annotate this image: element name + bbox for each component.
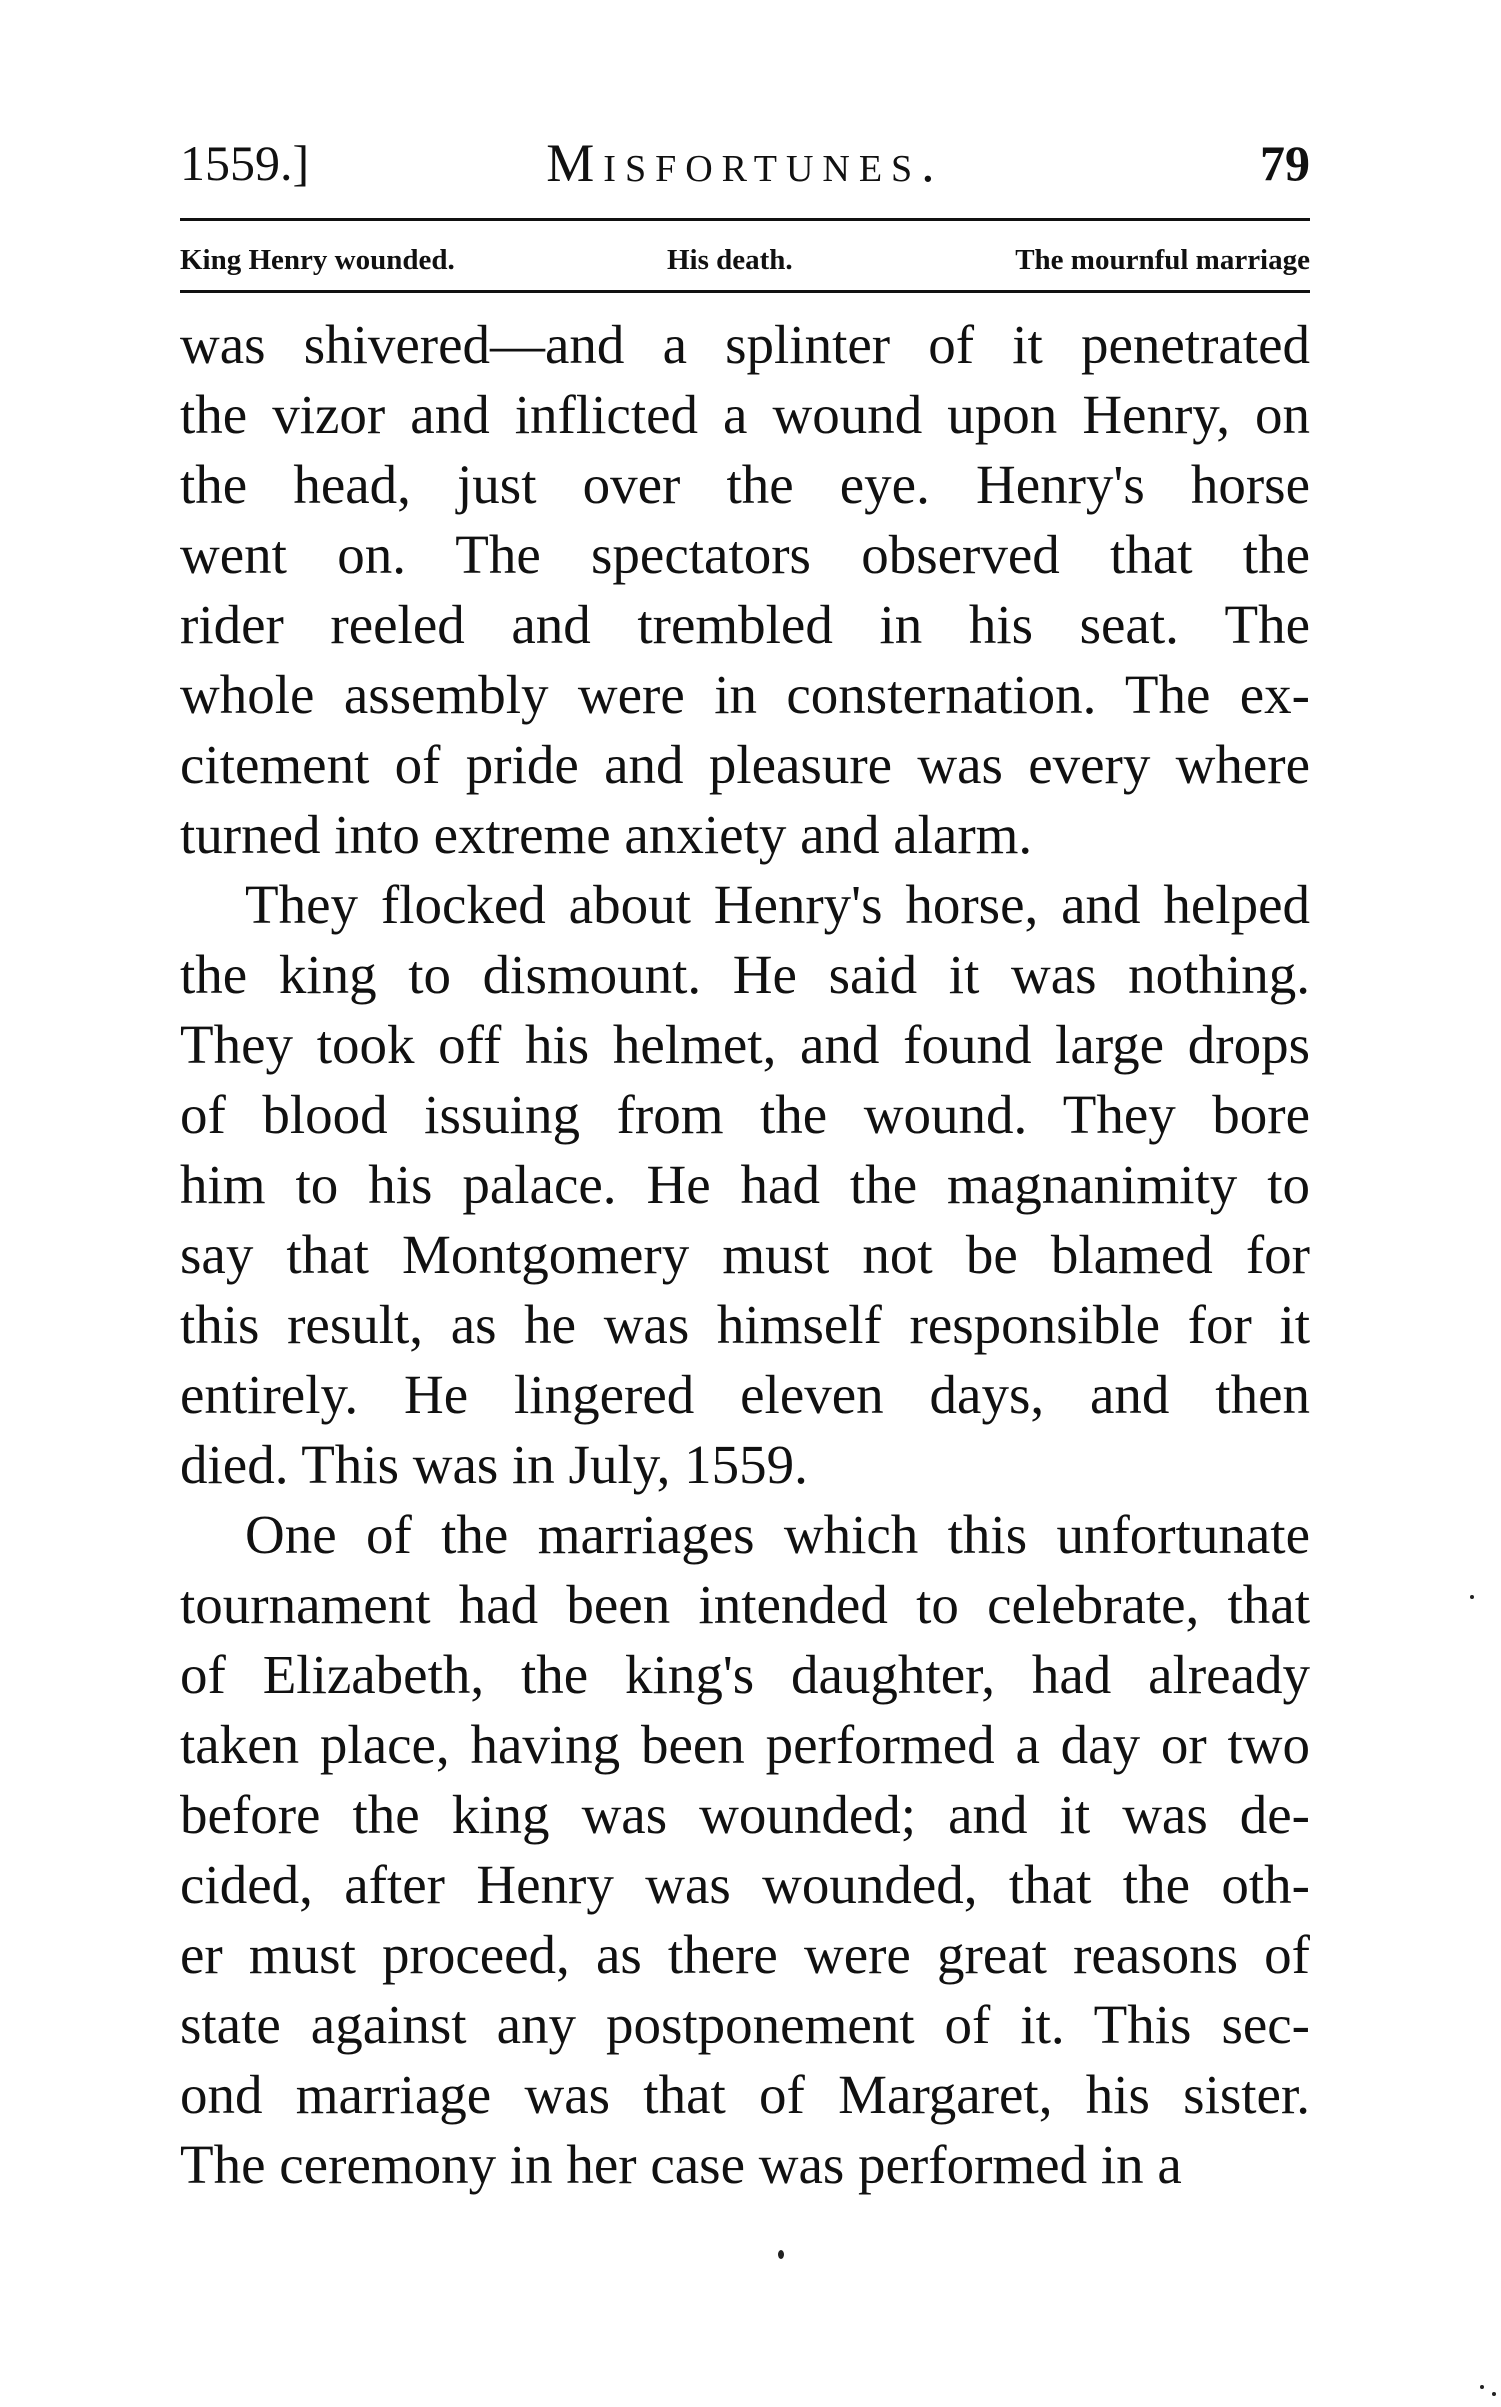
text-line: went on. The spectators observed that the — [180, 524, 1310, 585]
subheading-king-henry-wounded: King Henry wounded. — [180, 244, 455, 276]
text-line: was shivered—and a splinter of it penetrated — [180, 314, 1310, 375]
text-line: rider reeled and trembled in his seat. The — [180, 594, 1310, 655]
text-line: entirely. He lingered eleven days, and then — [180, 1364, 1310, 1425]
page-number: 79 — [1260, 135, 1310, 191]
subheading-his-death: His death. — [667, 244, 793, 276]
text-line: died. This was in July, 1559. — [180, 1434, 808, 1495]
text-line: him to his palace. He had the magnanimity to — [180, 1154, 1310, 1215]
subheading-mournful-marriage: The mournful marriage — [1015, 244, 1310, 276]
paragraph-3 — [180, 1500, 1310, 2200]
text-line: They took off his helmet, and found large drops — [180, 1014, 1310, 1075]
scan-speck — [1492, 2392, 1496, 2396]
text-line: of Elizabeth, the king's daughter, had already — [180, 1644, 1310, 1705]
text-line: tournament had been intended to celebrate, that — [180, 1574, 1310, 1635]
text-line: say that Montgomery must not be blamed for — [180, 1224, 1310, 1285]
scan-speck — [1470, 1595, 1474, 1599]
text-line: before the king was wounded; and it was de- — [180, 1784, 1310, 1845]
header-rule-bottom — [180, 290, 1310, 293]
header-year: 1559.] — [180, 135, 310, 191]
scan-speck — [1480, 2385, 1484, 2389]
text-line: citement of pride and pleasure was every where — [180, 734, 1310, 795]
text-line: this result, as he was himself responsible for it — [180, 1294, 1310, 1355]
text-line: ond marriage was that of Margaret, his sister. — [180, 2064, 1310, 2125]
running-head — [180, 128, 1310, 198]
header-title: Misfortunes. — [546, 133, 944, 193]
text-line: of blood issuing from the wound. They bore — [180, 1084, 1310, 1145]
text-line: the king to dismount. He said it was nothing. — [180, 944, 1310, 1005]
text-line: They flocked about Henry's horse, and helped — [245, 874, 1310, 935]
text-line: taken place, having been performed a day or two — [180, 1714, 1310, 1775]
text-line: cided, after Henry was wounded, that the oth- — [180, 1854, 1310, 1915]
body-text — [180, 310, 1310, 2200]
text-line: The ceremony in her case was performed in a — [180, 2134, 1182, 2195]
paragraph-1 — [180, 310, 1310, 870]
text-line: whole assembly were in consternation. The ex- — [180, 664, 1310, 725]
side-headings — [180, 240, 1310, 280]
text-line: One of the marriages which this unfortunate — [245, 1504, 1310, 1565]
text-line: state against any postponement of it. This sec- — [180, 1994, 1310, 2055]
scan-speck — [778, 2250, 784, 2259]
paragraph-2 — [180, 870, 1310, 1500]
text-line: the vizor and inflicted a wound upon Henry, on — [180, 384, 1310, 445]
text-line: turned into extreme anxiety and alarm. — [180, 804, 1033, 865]
text-line: er must proceed, as there were great reasons of — [180, 1924, 1310, 1985]
header-rule-top — [180, 218, 1310, 221]
text-line: the head, just over the eye. Henry's horse — [180, 454, 1310, 515]
